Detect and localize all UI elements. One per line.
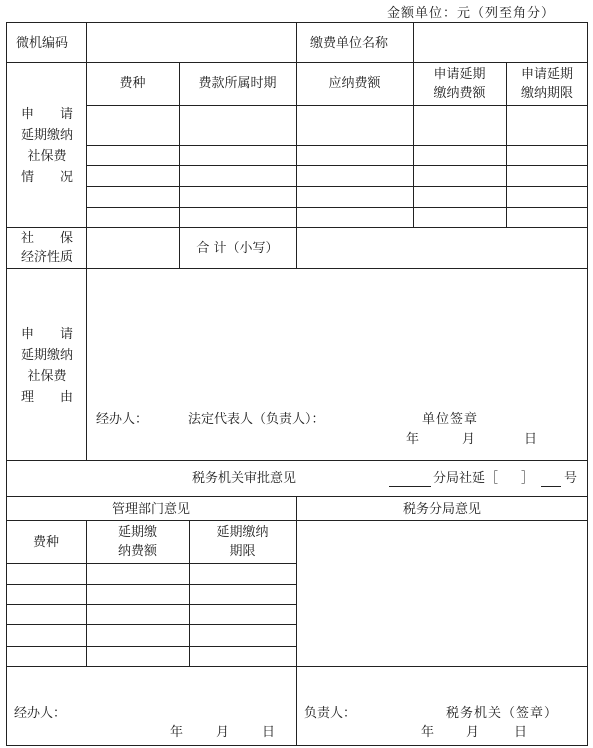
- mgmt-col-deferred-amount: 延期缴 纳费额: [117, 525, 157, 559]
- economic-nature-field[interactable]: [88, 230, 178, 266]
- rule: [6, 563, 296, 564]
- reason-text-area[interactable]: [88, 272, 584, 402]
- col-amount-due: 应纳费额: [328, 76, 381, 91]
- rule: [6, 604, 296, 605]
- rule: [86, 105, 588, 106]
- economic-nature-label: 社 保 经济性质: [20, 231, 73, 265]
- code-value-field[interactable]: [88, 24, 294, 60]
- branch-office-title: 税务分局意见: [402, 502, 481, 517]
- unit-name-field[interactable]: [415, 24, 585, 60]
- rule: [6, 460, 588, 461]
- rule: [296, 496, 297, 746]
- rule: [413, 22, 414, 62]
- unit-seal-label: 单位签章: [422, 412, 479, 427]
- branch-number-blank[interactable]: [389, 471, 431, 487]
- code-label: 微机编码: [16, 36, 69, 51]
- rule: [6, 666, 588, 667]
- management-title: 管理部门意见: [111, 502, 190, 517]
- rule: [6, 62, 588, 63]
- mgmt-col-deferred-deadline: 延期缴纳 期限: [216, 525, 269, 559]
- date-month: 月: [466, 725, 480, 740]
- rule: [587, 22, 588, 746]
- rule: [6, 22, 588, 23]
- date-year: 年: [170, 725, 184, 740]
- reason-handler-label: 经办人：: [96, 412, 149, 427]
- rule: [6, 646, 296, 647]
- branch-suffix: 号: [564, 471, 578, 486]
- rule: [6, 227, 588, 228]
- tax-office-seal-label: 税务机关（签章）: [446, 706, 559, 721]
- deferral-application-form: [6, 22, 588, 746]
- reason-section-label: 申 请 延期缴纳 社保费 理 由: [20, 327, 73, 405]
- rule: [6, 624, 296, 625]
- rule: [86, 165, 588, 166]
- col-period: 费款所属时期: [198, 76, 277, 91]
- branch-close: ］: [521, 471, 535, 486]
- date-year: 年: [406, 432, 420, 447]
- rule: [6, 496, 588, 497]
- rule: [6, 268, 588, 269]
- deferral-section-label: 申 请 延期缴纳 社保费 情 况: [20, 107, 73, 185]
- branch-office-opinion-area[interactable]: [298, 522, 585, 664]
- col-fee-type: 费种: [119, 76, 146, 91]
- rule: [86, 207, 588, 208]
- total-field[interactable]: [298, 230, 585, 266]
- date-day: 日: [262, 725, 276, 740]
- col-deferred-amount: 申请延期 缴纳费额: [433, 67, 486, 101]
- col-deferred-deadline: 申请延期 缴纳期限: [520, 67, 573, 101]
- date-month: 月: [462, 432, 476, 447]
- branch-serial-blank[interactable]: [541, 471, 561, 487]
- responsible-label: 负责人：: [304, 706, 357, 721]
- unit-name-label: 缴费单位名称: [310, 36, 389, 51]
- rule: [6, 22, 7, 746]
- date-month: 月: [216, 725, 230, 740]
- date-day: 日: [514, 725, 528, 740]
- rule: [86, 186, 588, 187]
- rule: [296, 22, 297, 62]
- mgmt-col-fee-type: 费种: [32, 535, 59, 550]
- amount-unit-note: 金额单位：元（列至角分）: [386, 6, 555, 21]
- date-year: 年: [421, 725, 435, 740]
- rule: [6, 520, 588, 521]
- date-day: 日: [524, 432, 538, 447]
- rule: [6, 584, 296, 585]
- rule: [6, 745, 588, 746]
- branch-prefix: 分局社延［: [433, 471, 499, 486]
- total-label: 合 计（小写）: [196, 241, 279, 256]
- approval-title: 税务机关审批意见: [192, 471, 297, 486]
- legal-rep-label: 法定代表人（负责人）：: [188, 412, 325, 427]
- rule: [86, 145, 588, 146]
- management-handler-label: 经办人：: [14, 706, 67, 721]
